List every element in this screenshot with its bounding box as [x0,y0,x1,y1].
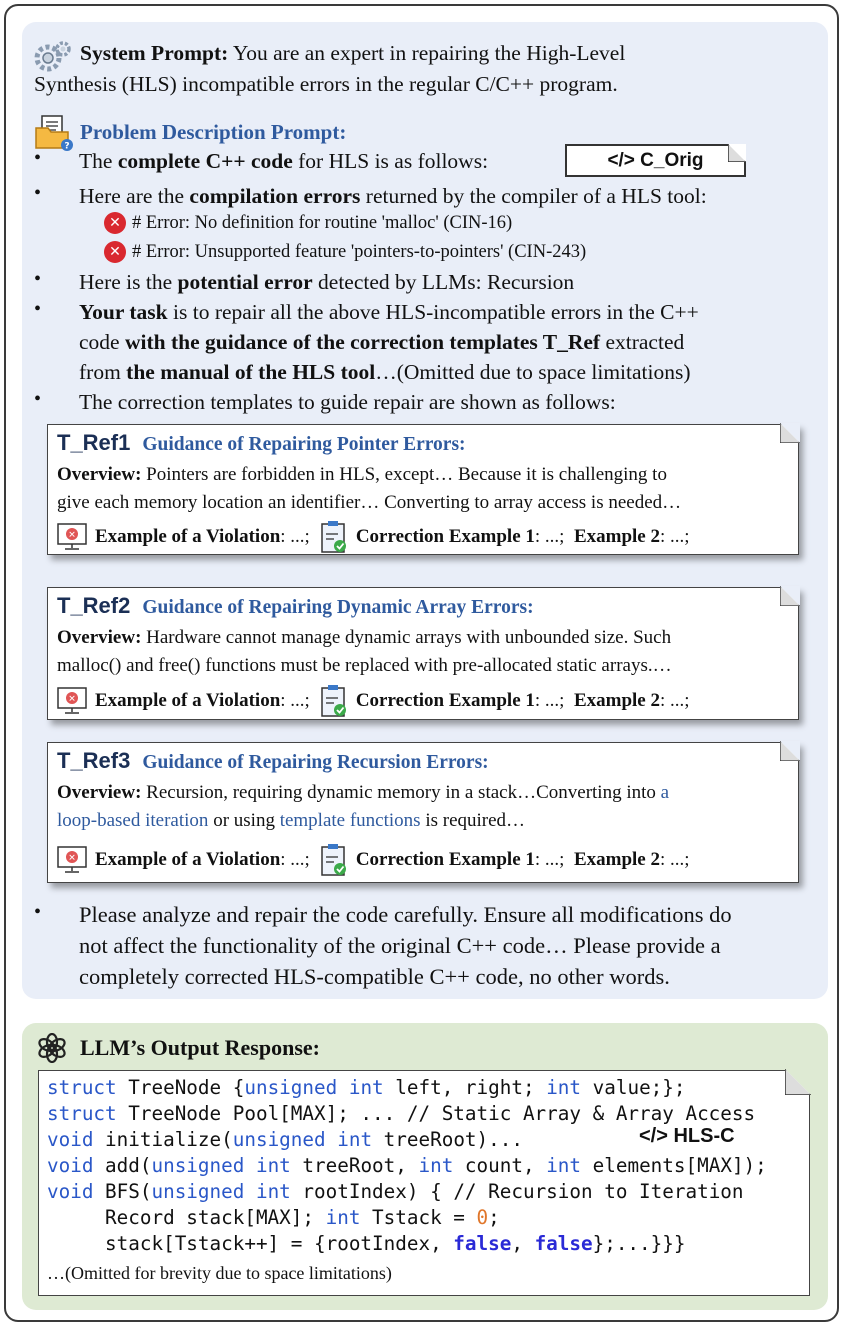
error-item-2: ✕ # Error: Unsupported feature 'pointers-to-pointers' (CIN-243) [104,240,586,264]
template-examples: ✕ Example of a Violation : ...; Correction Example 1 : ...; Example 2 : ...; [57,843,690,877]
system-prompt-text1: You are an expert in repairing the High-Level [228,41,626,65]
openai-logo-icon [37,1033,67,1063]
page-fold-icon [785,1069,811,1095]
template-overview: Overview: Hardware cannot manage dynamic arrays with unbounded size. Such malloc() and free() functions must be replaced with pre-allocated static arrays.… [57,627,672,676]
template-id: T_Ref3 [57,748,131,773]
code-footer-note: …(Omitted for brevity due to space limitations) [47,1263,392,1283]
violation-monitor-icon [57,687,87,715]
bullet: • [34,388,42,410]
page-fold-icon [780,741,800,761]
error-x-icon: ✕ [104,241,126,263]
c-orig-tag [565,144,746,177]
template-overview: Overview: Recursion, requiring dynamic memory in a stack…Converting into a loop-based iteration or using template functions is required… [57,782,670,831]
system-prompt-text2: Synthesis (HLS) incompatible errors in the regular C/C++ program. [34,72,618,96]
problem-description-title: Problem Description Prompt: [80,120,347,144]
c-orig-label: </> C_Orig [607,149,704,171]
code-line-2: struct TreeNode Pool[MAX]; ... // Static Array & Array Access [47,1102,756,1125]
template-guidance: Guidance of Repairing Pointer Errors: [142,434,466,455]
code-line-7: stack[Tstack++] = {rootIndex, false, false};...}}} [47,1232,686,1255]
code-line-6: Record stack[MAX]; int Tstack = 0; [47,1206,500,1229]
page-fold-icon [728,144,746,162]
code-line-5: void BFS(unsigned int rootIndex) { // Recursion to Iteration [47,1180,744,1203]
code-line-3: void initialize(unsigned int treeRoot)... [47,1128,523,1151]
violation-monitor-icon [57,846,87,874]
bullet-1: The complete C++ code for HLS is as follows: [79,149,489,173]
template-examples: ✕ Example of a Violation : ...; Correction Example 1 : ...; Example 2 : ...; [57,684,690,718]
template-id: T_Ref2 [57,593,131,618]
bullet-4-line3: from the manual of the HLS tool…(Omitted due to space limitations) [79,360,691,384]
bullet-3: Here is the potential error detected by LLMs: Recursion [79,270,575,294]
code-block [38,1070,810,1296]
bullet-2: Here are the compilation errors returned by the compiler of a HLS tool: [79,184,707,208]
template-card-2 [47,587,799,720]
svg-text:?: ? [64,141,70,152]
page-fold-icon [780,586,800,606]
code-line-4: void add(unsigned int treeRoot, int count, int elements[MAX]); [47,1154,767,1177]
bullet-4-line2: code with the guidance of the correction templates T_Ref extracted [79,330,685,354]
bullet: • [34,182,42,204]
output-response-title: LLM’s Output Response: [80,1035,320,1060]
template-guidance: Guidance of Repairing Recursion Errors: [142,752,489,773]
template-guidance: Guidance of Repairing Dynamic Array Errors: [142,597,534,618]
bullet: • [34,268,42,290]
correction-clipboard-icon [320,843,348,877]
bullet: • [34,147,42,169]
template-card-1 [47,424,799,555]
svg-text:✕: ✕ [68,853,76,864]
template-examples: ✕ Example of a Violation : ...; Correction Example 1 : ...; Example 2 : ...; [57,520,690,554]
template-id: T_Ref1 [57,430,131,455]
bullet-6: Please analyze and repair the code carefully. Ensure all modifications do not affect the functionality of the original C++ code… Please provide a completely corrected HLS-compatible C++ code, no other words. [79,902,732,989]
svg-text:✕: ✕ [68,530,76,541]
system-prompt-label: System Prompt: [80,41,229,65]
correction-clipboard-icon [320,684,348,718]
code-line-1: struct TreeNode {unsigned int left, right; int value;}; [47,1076,686,1099]
page-fold-icon [780,423,800,443]
violation-monitor-icon [57,523,87,551]
gear-icon [34,40,72,72]
error-x-icon: ✕ [104,212,126,234]
correction-clipboard-icon [320,520,348,554]
bullet: • [34,298,42,320]
svg-text:✕: ✕ [68,694,76,705]
hls-c-tag: </> HLS-C [639,1125,735,1147]
bullet-5: The correction templates to guide repair are shown as follows: [79,390,616,414]
system-prompt-line1 [80,38,625,68]
error-item-1: ✕ # Error: No definition for routine 'malloc' (CIN-16) [104,211,512,235]
template-overview: Overview: Pointers are forbidden in HLS, except… Because it is challenging to give each memory location an identifier… Converting to array access is needed… [57,464,682,513]
bullet-4-line1: Your task is to repair all the above HLS-incompatible errors in the C++ [79,300,699,324]
bullet: • [34,901,42,923]
template-card-3 [47,742,799,883]
